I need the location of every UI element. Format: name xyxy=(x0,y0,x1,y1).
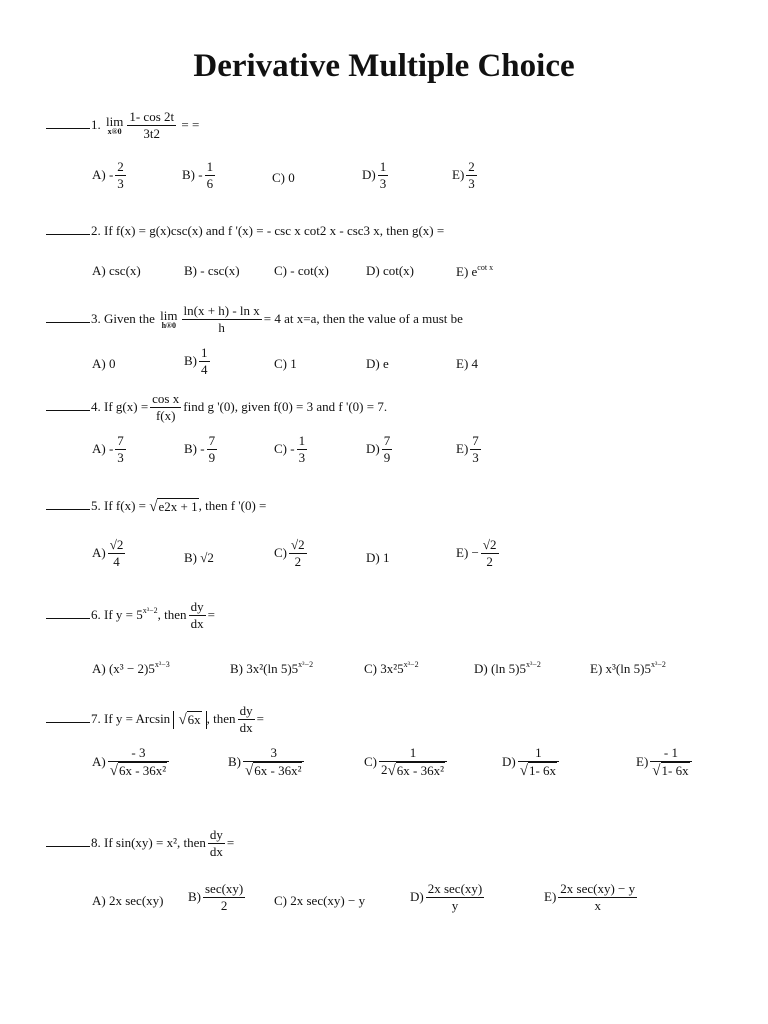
choice-c[interactable]: C) $3x^25^{x^3-2}$ xyxy=(364,660,419,676)
choice-a[interactable]: A) 0 xyxy=(92,356,116,371)
answer-blank[interactable] xyxy=(46,710,90,723)
choice-a[interactable]: A) 2x sec(xy) xyxy=(92,893,164,908)
choice-a[interactable]: A) csc(x) xyxy=(92,263,141,278)
question-5: 5. If f(x) = √e2x + 1, then f '(0) = xyxy=(46,497,266,516)
choice-d[interactable]: D) $\frac{1}{√1- 6x}$ xyxy=(502,746,561,780)
choice-c[interactable]: C) 1 xyxy=(274,356,297,371)
choice-e[interactable]: E) − $\frac{√2}{2}$ xyxy=(456,537,497,569)
answer-blank[interactable] xyxy=(46,310,90,323)
choice-b[interactable]: B) $\frac{1}{4}$ xyxy=(184,345,208,377)
question-3: 3. Given the lim h®0 $\frac{\text{ln(x + h) - ln x}}{h}$ = 4 at x=a, then the value of a must be xyxy=(46,304,463,336)
choice-b[interactable]: B) $\frac{\sec(xy)}{2}$ xyxy=(188,881,244,913)
choice-e[interactable]: E) $e^{cot x}$ xyxy=(456,263,494,279)
radical: √e2x + 1 xyxy=(149,498,198,515)
choice-d[interactable]: D) $\frac{7}{9}$ xyxy=(366,433,391,465)
answer-blank[interactable] xyxy=(46,606,90,619)
choice-c[interactable]: C) - cot(x) xyxy=(274,263,329,278)
answer-blank[interactable] xyxy=(46,222,90,235)
choice-d[interactable]: D) (ln $5)5^{x^3-2}$ xyxy=(474,660,541,676)
choice-b[interactable]: B) - csc(x) xyxy=(184,263,240,278)
page-title: Derivative Multiple Choice xyxy=(193,48,575,84)
choice-d[interactable]: D) $\frac{1}{3}$ xyxy=(362,159,387,191)
question-2: 2. If f(x) = g(x)csc(x) and f '(x) = - csc x cot2 x - csc3 x, then g(x) = xyxy=(46,222,444,239)
choice-b[interactable]: B) √2 xyxy=(184,550,214,565)
choice-b[interactable]: B) - $\frac{7}{9}$ xyxy=(184,433,216,465)
choice-c[interactable]: C) 2x sec(xy) − y xyxy=(274,893,366,908)
limit: lim x®0 xyxy=(106,114,124,137)
question-1: 1. lim x®0 $\frac{1- \cos 2t}{3t2}$ = = xyxy=(46,110,199,142)
choice-e[interactable]: E) $\frac{- 1}{√1- 6x}$ xyxy=(636,746,694,780)
choice-d[interactable]: D) e xyxy=(366,356,389,371)
choice-b[interactable]: B) - $\frac{1}{6}$ xyxy=(182,159,214,191)
choice-a[interactable]: A) - $\frac{2}{3}$ xyxy=(92,159,124,191)
fraction: $\frac{1- \cos 2t}{3t2}$ xyxy=(129,109,175,141)
choice-d[interactable]: D) $\frac{\text{2x sec(xy)}}{y}$ xyxy=(410,881,483,913)
choice-a[interactable]: A) $\frac{- 3}{\text{√6x - 36x²}}$ xyxy=(92,746,171,780)
choice-d[interactable]: D) 1 xyxy=(366,550,390,565)
question-6: 6. If $y = 5^{x^3-2}$, then $\frac{dy}{dx}$ = xyxy=(46,600,215,632)
choice-e[interactable]: E) 4 xyxy=(456,356,479,371)
choice-e[interactable]: E) $\frac{7}{3}$ xyxy=(456,433,479,465)
choice-a[interactable]: A) $\frac{√2}{4}$ xyxy=(92,537,124,569)
choice-c[interactable]: C) - $\frac{1}{3}$ xyxy=(274,433,306,465)
choice-a[interactable]: A) - $\frac{7}{3}$ xyxy=(92,433,124,465)
choice-b[interactable]: B) 3x²(ln $5)5^{x^3-2}$ xyxy=(230,660,314,676)
choice-c[interactable]: C) $\frac{√2}{2}$ xyxy=(274,537,305,569)
question-7: 7. If y = Arcsin √6x , then $\frac{dy}{dx}$ = xyxy=(46,704,264,736)
answer-blank[interactable] xyxy=(46,497,90,510)
choice-c[interactable]: C) 0 xyxy=(272,170,295,185)
choice-e[interactable]: E) x³(ln $5)5^{x^3-2}$ xyxy=(590,660,666,676)
choice-c[interactable]: C) $\frac{1}{\text{2√6x - 36x²}}$ xyxy=(364,746,449,780)
answer-blank[interactable] xyxy=(46,834,90,847)
choice-e[interactable]: E) $\frac{\text{2x sec(xy) − y}}{x}$ xyxy=(544,881,636,913)
choice-b[interactable]: B) $\frac{3}{\text{√6x - 36x²}}$ xyxy=(228,746,306,780)
question-8: 8. If sin(xy) = x², then $\frac{dy}{dx}$ = xyxy=(46,828,234,860)
choice-a[interactable]: A) $(x^3 - 2)5^{x^3-3}$ xyxy=(92,660,170,676)
question-number: 1. xyxy=(91,116,101,132)
choice-e[interactable]: E) $\frac{2}{3}$ xyxy=(452,159,475,191)
question-4: 4. If g(x) = $\frac{\text{cos x}}{f(x)}$ find g '(0), given f(0) = 3 and f '(0) = 7. xyxy=(46,392,387,424)
answer-blank[interactable] xyxy=(46,398,90,411)
answer-blank[interactable] xyxy=(46,116,90,129)
choice-d[interactable]: D) cot(x) xyxy=(366,263,415,278)
